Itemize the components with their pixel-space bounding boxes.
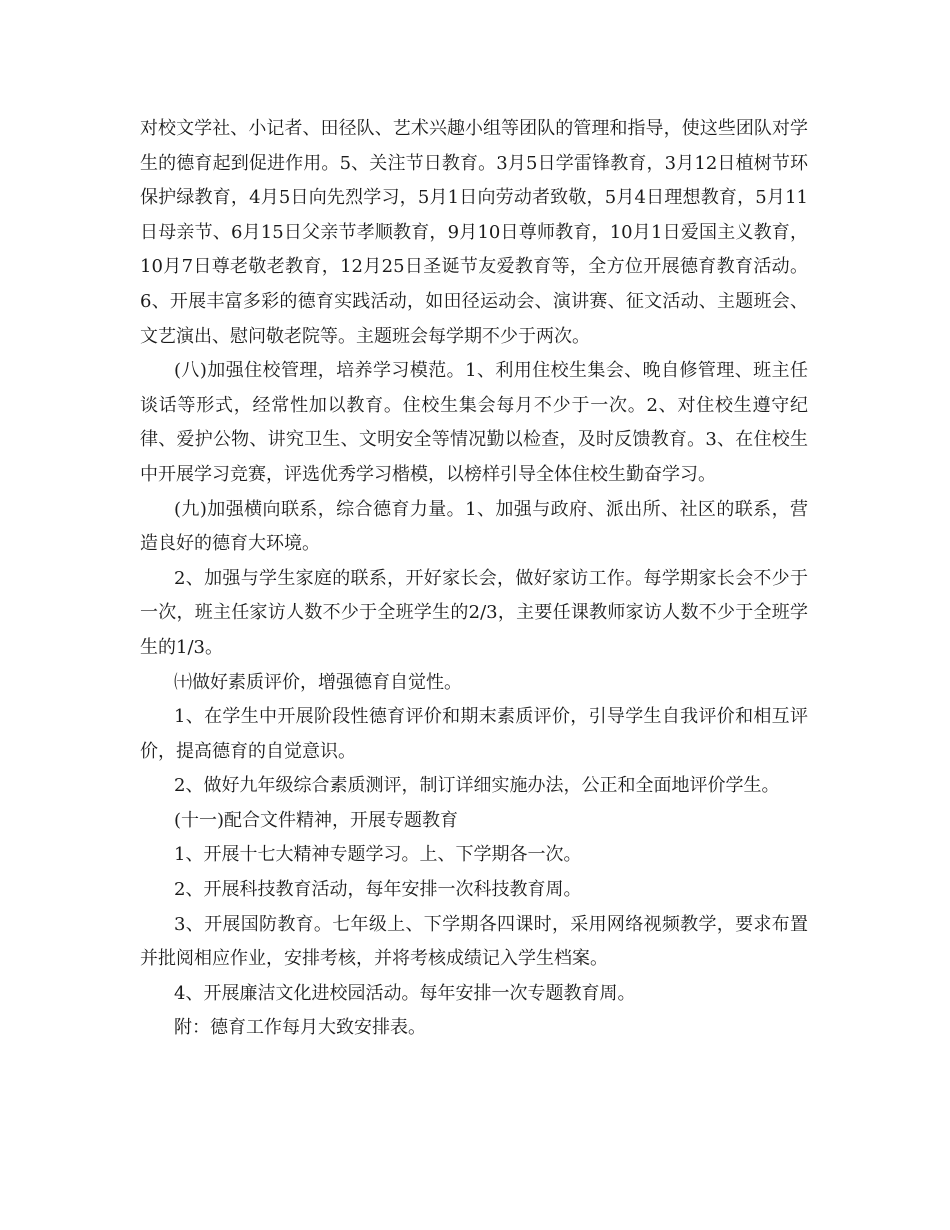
paragraph-integrity-culture: 4、开展廉洁文化进校园活动。每年安排一次专题教育周。 <box>174 982 636 1004</box>
paragraph-boarding-management: (八)加强住校管理，培养学习模范。1、利用住校生集会、晚自修管理、班主任谈话等形式，经常性加以教育。住校生集会每月不少于一次。2、对住校生遵守纪律、爱护公物、讲究卫生、文明安全等情况勤以检查，及时反馈教育。3、在住校生中开展学习竞赛，评选优秀学习楷模，以榜样引导全体住校生勤奋学习。 <box>140 360 808 485</box>
paragraph-festival-education: 对校文学社、小记者、田径队、艺术兴趣小组等团队的管理和指导，使这些团队对学生的德育起到促进作用。5、关注节日教育。3月5日学雷锋教育，3月12日植树节环保护绿教育，4月5日向先烈学习，5月1日向劳动者致敬，5月4日理想教育，5月11日母亲节、6月15日父亲节孝顺教育，9月10日尊师教育，10月1日爱国主义教育，10月7日尊老敬老教育，12月25日圣诞节友爱教育等，全方位开展德育教育活动。6、开展丰富多彩的德育实践活动，如田径运动会、演讲赛、征文活动、主题班会、文艺演出、慰问敬老院等。主题班会每学期不少于两次。 <box>140 118 808 347</box>
paragraph-national-defense-education: 3、开展国防教育。七年级上、下学期各四课时，采用网络视频教学，要求布置并批阅相应作业，安排考核，并将考核成绩记入学生档案。 <box>140 913 808 970</box>
paragraph-family-contact: 2、加强与学生家庭的联系，开好家长会，做好家访工作。每学期家长会不少于一次，班主任家访人数不少于全班学生的2/3，主要任课教师家访人数不少于全班学生的1/3。 <box>140 567 808 658</box>
paragraph-quality-evaluation-heading: ㈩做好素质评价，增强德育自觉性。 <box>174 671 462 693</box>
paragraph-special-education-heading: (十一)配合文件精神，开展专题教育 <box>174 809 459 831</box>
paragraph-seventeenth-congress-study: 1、开展十七大精神专题学习。上、下学期各一次。 <box>174 844 582 866</box>
paragraph-stage-evaluation: 1、在学生中开展阶段性德育评价和期末素质评价，引导学生自我评价和相互评价，提高德育的自觉意识。 <box>140 706 808 762</box>
paragraph-horizontal-contact: (九)加强横向联系，综合德育力量。1、加强与政府、派出所、社区的联系，营造良好的德育大环境。 <box>140 498 808 555</box>
paragraph-appendix-note: 附：德育工作每月大致安排表。 <box>174 1017 426 1039</box>
paragraph-grade-nine-evaluation: 2、做好九年级综合素质测评，制订详细实施办法，公正和全面地评价学生。 <box>174 775 780 797</box>
paragraph-science-education: 2、开展科技教育活动，每年安排一次科技教育周。 <box>174 879 582 901</box>
document-body <box>140 112 808 1046</box>
